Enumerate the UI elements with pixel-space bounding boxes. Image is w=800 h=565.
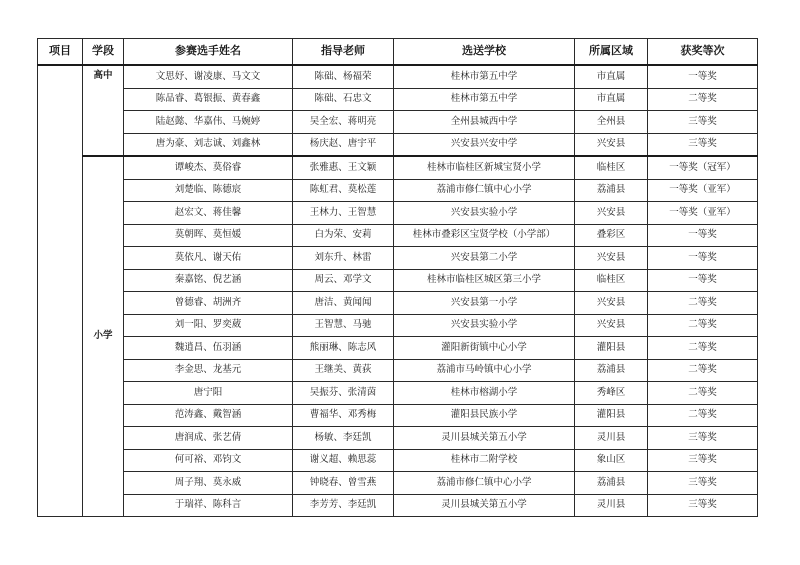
region-cell: 荔浦县 (575, 179, 648, 202)
award-cell: 一等奖 (648, 269, 758, 292)
school-cell: 灵川县城关第五小学 (394, 427, 575, 450)
participant-names-cell: 刘一阳、罗奕葳 (124, 314, 293, 337)
region-cell: 叠彩区 (575, 224, 648, 247)
school-cell: 桂林市临桂区城区第三小学 (394, 269, 575, 292)
instructors-cell: 陈础、杨福荣 (293, 65, 394, 88)
region-cell: 市直属 (575, 65, 648, 88)
school-cell: 兴安县实验小学 (394, 314, 575, 337)
school-cell: 桂林市第五中学 (394, 65, 575, 88)
table-row (38, 359, 758, 382)
school-cell: 桂林市榕湖小学 (394, 382, 575, 405)
participant-names-cell: 魏逍昌、伍羽涵 (124, 337, 293, 360)
participant-names-cell: 莫朝晖、莫恒媛 (124, 224, 293, 247)
award-cell: 三等奖 (648, 494, 758, 517)
instructors-cell: 陈础、石忠文 (293, 88, 394, 111)
region-cell: 兴安县 (575, 202, 648, 225)
table-row (38, 404, 758, 427)
region-cell: 灵川县 (575, 427, 648, 450)
instructors-cell: 钟晓春、曾雪燕 (293, 472, 394, 495)
stage-cell: 小学 (83, 156, 124, 517)
instructors-cell: 王林力、王智慧 (293, 202, 394, 225)
instructors-cell: 杨庆赵、唐宇平 (293, 133, 394, 156)
school-cell: 桂林市叠彩区宝贤学校（小学部） (394, 224, 575, 247)
school-cell: 兴安县兴安中学 (394, 133, 575, 156)
table-row (38, 111, 758, 134)
award-cell: 三等奖 (648, 427, 758, 450)
instructors-cell: 杨敏、李廷凯 (293, 427, 394, 450)
instructors-cell: 白为荣、安莉 (293, 224, 394, 247)
instructors-cell: 吴全宏、蒋明亮 (293, 111, 394, 134)
table-header-row (38, 39, 758, 66)
instructors-cell: 周云、邓学文 (293, 269, 394, 292)
header-region: 所属区域 (575, 39, 648, 66)
region-cell: 灌阳县 (575, 337, 648, 360)
instructors-cell: 熊丽琳、陈志风 (293, 337, 394, 360)
region-cell: 市直属 (575, 88, 648, 111)
award-cell: 一等奖（亚军） (648, 202, 758, 225)
award-cell: 二等奖 (648, 382, 758, 405)
award-cell: 一等奖 (648, 247, 758, 270)
instructors-cell: 李芳芳、李廷凯 (293, 494, 394, 517)
award-cell: 三等奖 (648, 111, 758, 134)
region-cell: 临桂区 (575, 156, 648, 179)
table-body (38, 65, 758, 517)
region-cell: 兴安县 (575, 292, 648, 315)
table-row (38, 472, 758, 495)
region-cell: 兴安县 (575, 314, 648, 337)
participant-names-cell: 唐润成、张艺倩 (124, 427, 293, 450)
table-row (38, 247, 758, 270)
participant-names-cell: 周子翔、莫永威 (124, 472, 293, 495)
table-row (38, 292, 758, 315)
instructors-cell: 刘东升、林雷 (293, 247, 394, 270)
participant-names-cell: 陈品睿、葛银振、黄春鑫 (124, 88, 293, 111)
instructors-cell: 曹福华、邓秀梅 (293, 404, 394, 427)
participant-names-cell: 唐为豪、刘志诚、刘鑫林 (124, 133, 293, 156)
school-cell: 灌阳县民族小学 (394, 404, 575, 427)
participant-names-cell: 莫依凡、谢天佑 (124, 247, 293, 270)
award-cell: 二等奖 (648, 359, 758, 382)
participant-names-cell: 何可裕、邓钧文 (124, 449, 293, 472)
participant-names-cell: 秦嘉铭、倪艺涵 (124, 269, 293, 292)
participant-names-cell: 曾德睿、胡洲齐 (124, 292, 293, 315)
table-row (38, 449, 758, 472)
participant-names-cell: 李金思、龙基元 (124, 359, 293, 382)
region-cell: 临桂区 (575, 269, 648, 292)
school-cell: 兴安县第一小学 (394, 292, 575, 315)
participant-names-cell: 陆赵懿、华嘉伟、马婉婷 (124, 111, 293, 134)
school-cell: 灌阳新街镇中心小学 (394, 337, 575, 360)
instructors-cell: 唐洁、黄闻闻 (293, 292, 394, 315)
participant-names-cell: 刘楚临、陈德宸 (124, 179, 293, 202)
instructors-cell: 陈虹君、莫松莲 (293, 179, 394, 202)
award-cell: 三等奖 (648, 449, 758, 472)
award-cell: 一等奖 (648, 224, 758, 247)
region-cell: 荔浦县 (575, 359, 648, 382)
school-cell: 荔浦市马岭镇中心小学 (394, 359, 575, 382)
table-row (38, 337, 758, 360)
region-cell: 灌阳县 (575, 404, 648, 427)
region-cell: 秀峰区 (575, 382, 648, 405)
region-cell: 全州县 (575, 111, 648, 134)
table-row (38, 156, 758, 179)
awards-table (37, 38, 758, 517)
award-cell: 一等奖（冠军） (648, 156, 758, 179)
school-cell: 兴安县第二小学 (394, 247, 575, 270)
participant-names-cell: 文思妤、谢凌康、马文文 (124, 65, 293, 88)
school-cell: 全州县城西中学 (394, 111, 575, 134)
school-cell: 荔浦市修仁镇中心小学 (394, 472, 575, 495)
award-cell: 三等奖 (648, 133, 758, 156)
award-cell: 二等奖 (648, 88, 758, 111)
region-cell: 灵川县 (575, 494, 648, 517)
instructors-cell: 张雅惠、王文颖 (293, 156, 394, 179)
school-cell: 桂林市二附学校 (394, 449, 575, 472)
instructors-cell: 王继美、黄荻 (293, 359, 394, 382)
award-cell: 二等奖 (648, 314, 758, 337)
region-cell: 兴安县 (575, 133, 648, 156)
instructors-cell: 吴振芬、张清茵 (293, 382, 394, 405)
table-row (38, 382, 758, 405)
region-cell: 兴安县 (575, 247, 648, 270)
header-project: 项目 (38, 39, 83, 66)
instructors-cell: 谢义超、赖思蕊 (293, 449, 394, 472)
header-award-level: 获奖等次 (648, 39, 758, 66)
award-cell: 二等奖 (648, 404, 758, 427)
participant-names-cell: 范涛鑫、戴智涵 (124, 404, 293, 427)
table-row (38, 427, 758, 450)
region-cell: 荔浦县 (575, 472, 648, 495)
header-instructors: 指导老师 (293, 39, 394, 66)
header-stage: 学段 (83, 39, 124, 66)
table-row (38, 133, 758, 156)
school-cell: 桂林市第五中学 (394, 88, 575, 111)
award-document (37, 38, 758, 517)
instructors-cell: 王智慧、马驰 (293, 314, 394, 337)
school-cell: 兴安县实验小学 (394, 202, 575, 225)
table-row (38, 179, 758, 202)
participant-names-cell: 赵宏文、蒋佳馨 (124, 202, 293, 225)
table-row (38, 65, 758, 88)
table-row (38, 224, 758, 247)
header-participant-names: 参赛选手姓名 (124, 39, 293, 66)
table-row (38, 314, 758, 337)
award-cell: 三等奖 (648, 472, 758, 495)
award-cell: 二等奖 (648, 292, 758, 315)
region-cell: 象山区 (575, 449, 648, 472)
school-cell: 荔浦市修仁镇中心小学 (394, 179, 575, 202)
stage-cell: 高中 (83, 65, 124, 156)
table-row (38, 88, 758, 111)
award-cell: 一等奖（亚军） (648, 179, 758, 202)
header-school: 选送学校 (394, 39, 575, 66)
table-row (38, 269, 758, 292)
school-cell: 桂林市临桂区新城宝贤小学 (394, 156, 575, 179)
participant-names-cell: 于瑞祥、陈科言 (124, 494, 293, 517)
project-cell (38, 65, 83, 517)
school-cell: 灵川县城关第五小学 (394, 494, 575, 517)
participant-names-cell: 唐宁阳 (124, 382, 293, 405)
participant-names-cell: 谭峻杰、莫俗睿 (124, 156, 293, 179)
table-row (38, 202, 758, 225)
award-cell: 一等奖 (648, 65, 758, 88)
award-cell: 二等奖 (648, 337, 758, 360)
table-row (38, 494, 758, 517)
